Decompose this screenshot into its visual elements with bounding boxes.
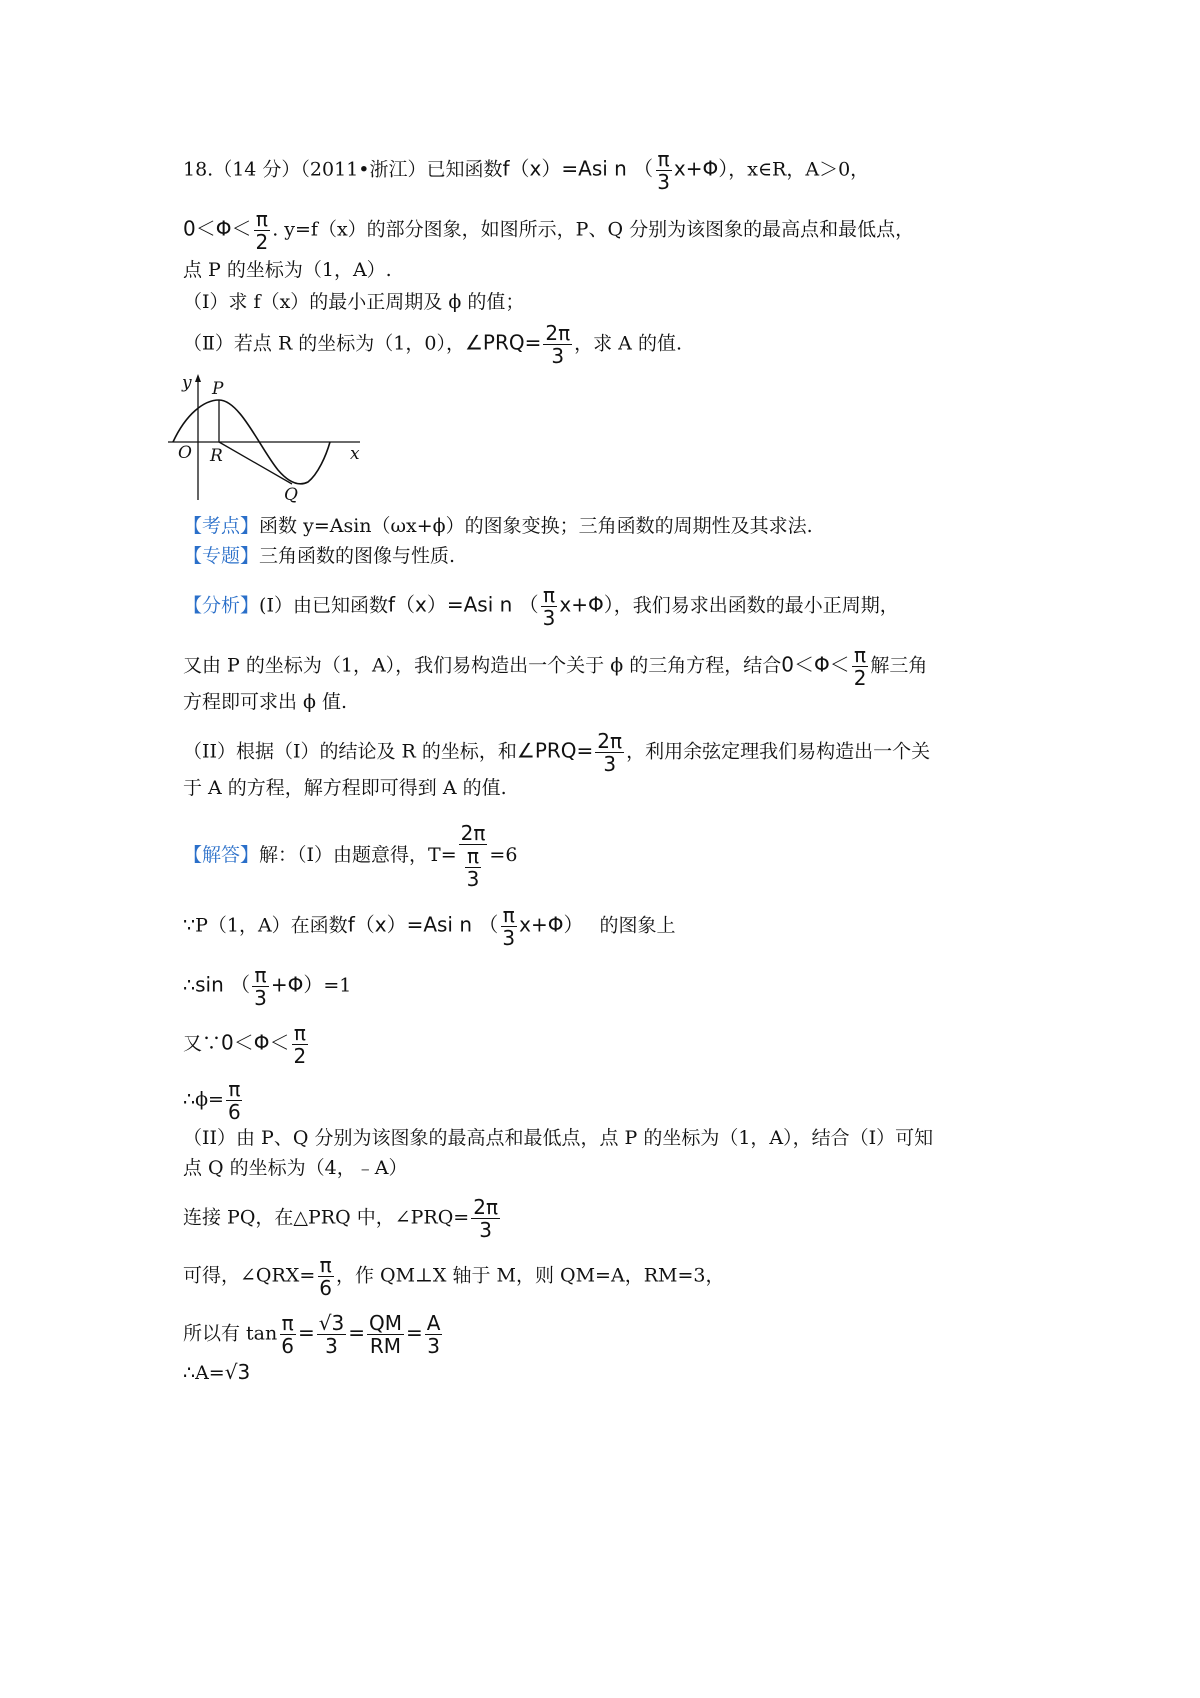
denominator: 3 [479, 1218, 492, 1242]
denominator: 3 [551, 344, 565, 368]
fraction-pi-over-3 [252, 964, 269, 1009]
numerator: √3 [318, 1311, 345, 1335]
denominator: 3 [466, 867, 480, 891]
jieda-text: 所以有 tan [183, 1322, 278, 1345]
tag-open: 【 [183, 515, 203, 537]
jieda-line-5 [183, 1078, 245, 1123]
function-expression: f（x）=Asi n （ [347, 912, 499, 937]
period-fraction [459, 822, 488, 890]
tag-open: 【 [183, 844, 203, 866]
fraction-a-over-3 [425, 1312, 443, 1357]
angle-prq: ∠PRQ= [516, 738, 594, 763]
function-expression: f（x）=Asi n （ [387, 592, 539, 617]
numerator: π [467, 844, 480, 868]
function-expression-tail: x+Φ） [559, 592, 614, 617]
jieda-tag: 解答 [202, 844, 241, 866]
fraction-pi-over-3 [655, 148, 672, 193]
fenxi-line-3: 方程即可求出 ϕ 值. [183, 691, 348, 713]
fraction-pi-over-2 [253, 208, 270, 253]
zhuanti-text: 三角函数的图像与性质. [259, 545, 456, 567]
a-equals: ∴A= [183, 1362, 225, 1384]
denominator: 3 [254, 986, 267, 1010]
jieda-line-4 [183, 1022, 310, 1067]
equals: = [348, 1320, 365, 1345]
jieda-line-8 [183, 1196, 502, 1241]
point-r-label: R [210, 446, 223, 466]
fraction-pi-over-3 [541, 584, 558, 629]
fenxi-text: 又由 P 的坐标为（1，A），我们易构造出一个关于 ϕ 的三角方程，结合 [183, 654, 782, 677]
fraction-2pi-over-3 [543, 322, 572, 367]
angle-prq: ∠PRQ= [464, 330, 542, 355]
fenxi-text: 解三角 [870, 654, 928, 677]
zhuanti-line [183, 544, 455, 568]
jieda-text: ，作 QM⊥X 轴于 M，则 QM=A，RM=3， [335, 1264, 725, 1287]
numerator: π [854, 643, 867, 667]
tag-close: 】 [240, 545, 260, 567]
fenxi-text: ，我们易求出函数的最小正周期， [613, 594, 899, 617]
denominator [461, 845, 486, 890]
denominator: 3 [502, 926, 516, 950]
tag-open: 【 [183, 594, 203, 617]
fraction-pi-over-2 [852, 644, 869, 689]
denominator: RM [369, 1334, 402, 1358]
fraction-qm-over-rm [367, 1312, 404, 1357]
fraction-2pi-over-3 [595, 730, 624, 775]
function-expression-tail: x+Φ） [519, 912, 584, 937]
tag-open: 【 [183, 545, 203, 567]
fenxi-line-5: 于 A 的方程，解方程即可得到 A 的值. [183, 777, 507, 799]
jieda-text: 又∵ [183, 1032, 222, 1055]
fraction-pi-over-3 [500, 904, 517, 949]
tag-close: 】 [240, 594, 260, 617]
therefore-symbol: ∴ [183, 974, 196, 997]
denominator: 3 [603, 752, 617, 776]
period-value: =6 [489, 844, 518, 866]
domain-text: ，x∈R，A＞0， [728, 158, 870, 181]
denominator: 2 [255, 230, 269, 254]
phi-range: 0＜Φ＜ [183, 216, 252, 241]
numerator: π [319, 1253, 332, 1277]
numerator: π [657, 147, 670, 171]
numerator: π [502, 903, 515, 927]
tag-close: 】 [240, 515, 260, 537]
denominator: 2 [293, 1044, 307, 1068]
denominator: 3 [657, 170, 670, 194]
jieda-line-10 [183, 1312, 444, 1357]
denominator: 6 [227, 1100, 241, 1124]
zhuanti-tag: 专题 [202, 545, 241, 567]
point-p-label: P [212, 379, 224, 399]
numerator: 2π [597, 729, 623, 753]
phi-equals: ∴ϕ= [183, 1088, 224, 1111]
fraction-sqrt3-over-3 [317, 1312, 346, 1357]
denominator: 6 [281, 1334, 294, 1358]
fraction-pi-over-6 [279, 1312, 296, 1357]
jieda-line-7: 点 Q 的坐标为（4，﹣A） [183, 1157, 408, 1179]
numerator: π [281, 1311, 294, 1335]
fraction-pi-over-6 [226, 1078, 243, 1123]
function-expression-tail: x+Φ） [673, 156, 729, 181]
sqrt-3: √3 [224, 1360, 251, 1384]
denominator: 6 [319, 1276, 332, 1300]
jieda-line-1 [183, 822, 517, 890]
jieda-text: ∵P（1，A）在函数 [183, 914, 348, 937]
fenxi-text: (I）由已知函数 [259, 594, 388, 617]
equals: = [297, 1320, 315, 1345]
numerator: π [254, 963, 267, 987]
denominator: 3 [542, 606, 556, 630]
numerator: π [228, 1077, 241, 1101]
part-2-text: （Ⅱ）若点 R 的坐标为（1，0）， [183, 332, 465, 355]
equals: = [405, 1320, 423, 1345]
kaodian-text: 函数 y=Asin（ωx+ϕ）的图象变换；三角函数的周期性及其求法. [259, 515, 813, 537]
phi-range: 0＜Φ＜ [221, 1030, 290, 1055]
jieda-text: 解：（I）由题意得，T= [259, 844, 457, 866]
inner-fraction [465, 845, 482, 890]
question-part-1: （Ⅰ）求 f（x）的最小正周期及 ϕ 的值； [183, 291, 525, 313]
jieda-line-2 [183, 904, 675, 949]
fenxi-tag: 分析 [202, 594, 241, 617]
numerator: 2π [460, 821, 486, 845]
jieda-line-11 [183, 1360, 250, 1385]
question-line-2 [183, 208, 914, 253]
fraction-pi-over-2 [291, 1022, 308, 1067]
sine-graph [168, 370, 378, 510]
fraction-2pi-over-3 [471, 1196, 500, 1241]
fraction-pi-over-6 [317, 1254, 334, 1299]
tag-close: 】 [240, 844, 260, 866]
question-line-1 [183, 148, 869, 193]
denominator: 2 [853, 666, 867, 690]
x-label: x [350, 444, 360, 464]
numerator: π [293, 1021, 306, 1045]
fenxi-line-1 [183, 584, 899, 629]
numerator: 2π [545, 321, 571, 345]
jieda-text: 的图象上 [599, 914, 676, 937]
y-label: y [182, 373, 192, 393]
sin-expression-tail: +Φ） [270, 972, 324, 997]
fenxi-text: ，利用余弦定理我们易构造出一个关 [626, 740, 931, 763]
jieda-text: 连接 PQ，在△PRQ 中，∠PRQ= [183, 1206, 470, 1229]
y-axis-arrow [195, 374, 201, 382]
jieda-line-3 [183, 964, 351, 1009]
question-intro: 18.（14 分）（2011•浙江）已知函数 [183, 158, 503, 181]
equals-one: =1 [323, 974, 352, 997]
question-part-2 [183, 322, 682, 367]
part-2-end: ，求 A 的值. [574, 332, 682, 355]
phi-range: 0＜Φ＜ [781, 652, 850, 677]
numerator: π [255, 207, 268, 231]
kaodian-line [183, 514, 813, 538]
jieda-text: 可得，∠QRX= [183, 1264, 316, 1287]
jieda-line-9 [183, 1254, 724, 1299]
denominator: 3 [325, 1334, 338, 1358]
jieda-line-6: （II）由 P、Q 分别为该图象的最高点和最低点，点 P 的坐标为（1，A），结合（I）可知 [183, 1127, 934, 1149]
rq-segment [219, 442, 292, 484]
numerator: 2π [473, 1195, 498, 1219]
numerator: π [543, 583, 556, 607]
question-line-3: 点 P 的坐标为（1，A）. [183, 259, 392, 281]
point-q-label: Q [284, 485, 298, 505]
function-expression: f（x）=Asi n （ [502, 156, 654, 181]
fenxi-line-2 [183, 644, 927, 689]
question-text: . y=f（x）的部分图象，如图所示，P、Q 分别为该图象的最高点和最低点， [272, 218, 915, 241]
numerator: QM [368, 1311, 402, 1335]
kaodian-tag: 考点 [202, 515, 241, 537]
numerator: A [426, 1311, 441, 1335]
sin-expression: sin （ [195, 972, 251, 997]
fenxi-line-4 [183, 730, 930, 775]
fenxi-text: （II）根据（I）的结论及 R 的坐标，和 [183, 740, 517, 763]
denominator: 3 [427, 1334, 440, 1358]
origin-label: O [178, 443, 192, 463]
